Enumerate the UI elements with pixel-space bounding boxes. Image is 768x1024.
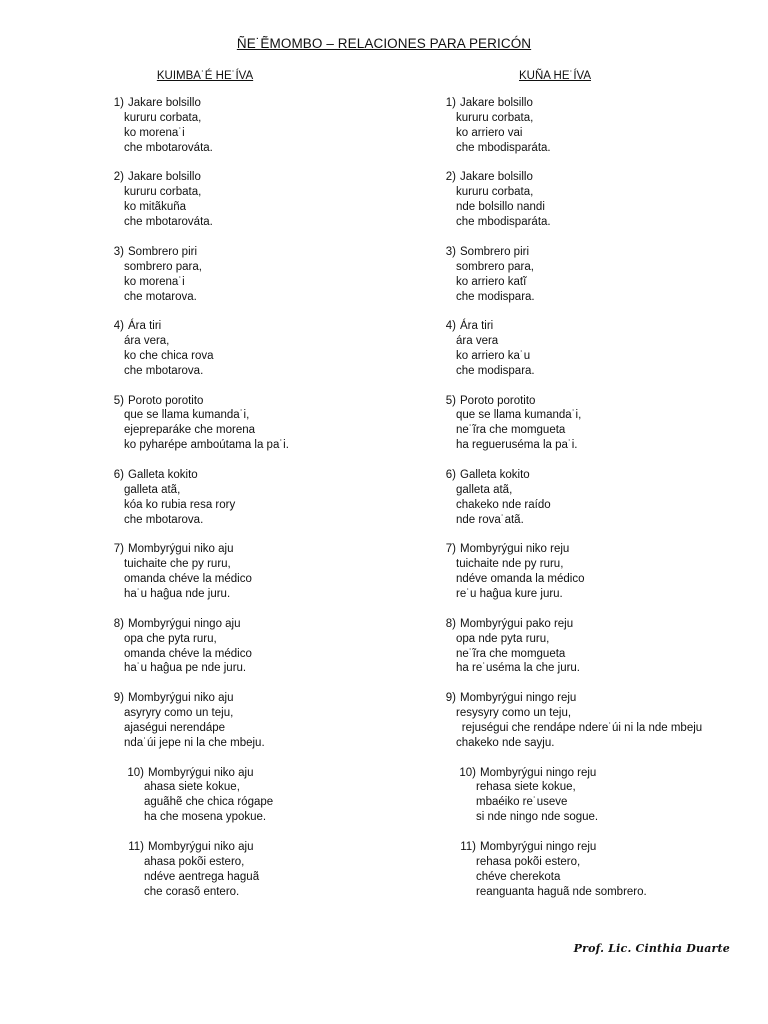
verse-line: omanda chéve la médico [124,647,252,660]
left-column-heading: KUIMBA˙É HE˙ÍVA [156,70,254,82]
stanza-number: 10) [127,766,144,779]
verse-line: Mombyrýgui ningo reju [480,840,597,853]
verse-line: galleta atã, [124,483,181,496]
stanza-number: 10) [459,766,476,779]
verse-line: nda˙úi jepe ni la che mbeju. [124,736,265,749]
verse-line: ha re˙uséma la che juru. [456,662,581,675]
right-stanza [436,766,756,840]
stanza-number: 8) [113,617,124,630]
verse-line: ha˙u haĝua pe nde juru. [124,662,247,675]
verse-line: asyryry como un teju, [124,707,234,720]
stanza-first-line [104,245,434,260]
left-stanza [104,170,434,244]
verse-line: ko morena˙i [124,275,185,288]
verse-line: opa nde pyta ruru, [456,632,550,645]
stanza-first-line [104,319,434,334]
verse-line: Jakare bolsillo [128,97,201,109]
verse-line: omanda chéve la médico [124,573,252,586]
verse-line: che mbotarováta. [124,216,213,229]
verse-line: tuichaite che py ruru, [124,558,231,571]
verse-line: ára vera [456,335,499,348]
stanza-number: 2) [113,171,124,184]
right-stanza [436,170,756,244]
verse-line: reanguanta haguã nde sombrero. [476,885,647,898]
verse-line: che mbotarova. [124,364,204,377]
page-title: ÑE˙ẼMOMBO – RELACIONES PARA PERICÓN [236,36,532,51]
stanza-first-line [104,691,434,706]
stanza-number: 2) [445,171,456,184]
stanza-first-line [436,394,756,409]
stanza-first-line [436,319,756,334]
verse-line: che corasõ entero. [144,885,240,898]
verse-line: re˙u haĝua kure juru. [456,588,563,601]
verse-line: rehasa pokõi estero, [476,855,581,868]
stanza-first-line [104,840,434,855]
verse-line: chakeko nde sayju. [456,736,555,749]
verse-line: Jakare bolsillo [460,97,533,109]
stanza-first-line [436,691,756,706]
stanza-number: 9) [113,692,124,705]
verse-line: Poroto porotito [128,394,204,407]
verse-line: ejepreparáke che morena [124,424,256,437]
stanza-first-line [436,170,756,185]
stanza-number: 5) [445,394,456,407]
verse-line: kururu corbata, [456,186,534,199]
verse-line: che motarova. [124,290,197,303]
stanza-number: 3) [445,245,456,258]
right-stanza [436,617,756,691]
left-stanza [104,766,434,840]
verse-line: ahasa pokõi estero, [144,855,245,868]
stanza-number: 9) [445,692,456,705]
stanza-number: 6) [113,468,124,481]
stanza-number: 7) [445,543,456,556]
verse-line: Mombyrýgui ningo reju [480,766,597,779]
stanza-first-line [104,766,434,781]
verse-line: Mombyrýgui niko aju [148,840,254,853]
right-stanza [436,691,756,765]
verse-line: Mombyrýgui niko aju [128,543,234,556]
verse-line: kururu corbata, [456,111,534,124]
stanza-number: 4) [113,320,124,333]
verse-line: Mombyrýgui ningo aju [128,617,241,630]
verse-line: ko arriero ka˙u [456,349,531,362]
stanza-number: 1) [113,97,124,109]
verse-line: ha regueruséma la pa˙i. [456,439,578,452]
verse-line: Galleta kokito [460,468,530,481]
left-stanza [104,691,434,765]
verse-line: aguãhẽ che chica rógape [144,796,274,809]
verse-line: Mombyrýgui pako reju [460,617,574,630]
verse-line: si nde ningo nde sogue. [476,811,599,824]
verse-line: que se llama kumanda˙i, [456,409,582,422]
stanza-first-line [104,542,434,557]
stanza-number: 4) [445,320,456,333]
stanza-first-line [436,245,756,260]
stanza-number: 6) [445,468,456,481]
left-stanza [104,96,434,170]
right-verses-column [436,96,756,914]
stanza-number: 7) [113,543,124,556]
stanza-first-line [436,542,756,557]
verse-line: kóa ko rubia resa rory [124,498,236,511]
verse-line: rehasa siete kokue, [476,781,576,794]
verse-line: opa che pyta ruru, [124,632,217,645]
stanza-number: 3) [113,245,124,258]
verse-line: kururu corbata, [124,186,202,199]
right-stanza [436,840,756,914]
right-stanza [436,96,756,170]
verse-line: mbaéiko re˙useve [476,796,568,809]
stanza-number: 11) [460,840,476,853]
verse-line: che mbodisparáta. [456,216,551,229]
verse-line: ndéve omanda la médico [456,573,585,586]
verse-line: che mbotarova. [124,513,204,526]
verse-line: che mbodisparáta. [456,141,551,154]
verse-line: Jakare bolsillo [128,171,201,184]
verse-line: que se llama kumanda˙i, [124,409,250,422]
right-stanza [436,394,756,468]
verse-line: Mombyrýgui ningo reju [460,692,577,705]
verse-line: ahasa siete kokue, [144,781,240,794]
verse-line: ko mitãkuña [124,201,187,214]
verse-line: ajaségui nerendápe [124,721,226,734]
verse-line: ndéve aentrega haguã [144,870,260,883]
verse-line: che modispara. [456,364,535,377]
stanza-number: 1) [445,97,456,109]
author-signature: Prof. Lic. Cinthia Duarte [573,942,730,955]
verse-line: galleta atã, [456,483,513,496]
verse-line: kururu corbata, [124,111,202,124]
verse-line: chakeko nde raído [456,498,551,511]
verse-line: che modispara. [456,290,535,303]
left-stanza [104,394,434,468]
verse-line: rejuségui che rendápe ndere˙úi ni la nde mbeju [461,721,703,734]
left-stanza [104,319,434,393]
verse-line: ne˙ĩra che momgueta [456,647,566,660]
right-stanza [436,245,756,319]
verse-line: Mombyrýgui niko aju [148,766,254,779]
stanza-first-line [436,96,756,111]
verse-line: Poroto porotito [460,394,536,407]
verse-line: sombrero para, [456,260,534,273]
stanza-number: 8) [445,617,456,630]
verse-line: ha˙u haĝua nde juru. [124,588,231,601]
verse-line: Mombyrýgui niko aju [128,692,234,705]
stanza-first-line [104,468,434,483]
left-verses-column [104,96,434,914]
verse-line: ne˙ĩra che momgueta [456,424,566,437]
verse-line: tuichaite nde py ruru, [456,558,564,571]
verse-line: ko arriero vai [456,126,523,139]
stanza-first-line [104,394,434,409]
left-stanza [104,840,434,914]
verse-line: nde rova˙atã. [456,513,524,526]
verse-line: ko pyharépe amboútama la pa˙i. [124,439,289,452]
right-stanza [436,542,756,616]
verse-line: ára vera, [124,335,170,348]
stanza-number: 11) [128,840,144,853]
verse-line: Mombyrýgui niko reju [460,543,570,556]
verse-line: resysyry como un teju, [456,707,572,720]
verse-line: Ára tiri [128,320,162,333]
verse-line: ko arriero katĩ [456,275,527,288]
verse-line: sombrero para, [124,260,202,273]
verse-line: ha che mosena ypokue. [144,811,267,824]
stanza-first-line [436,840,756,855]
left-stanza [104,245,434,319]
verse-line: Galleta kokito [128,468,198,481]
left-stanza [104,617,434,691]
verse-line: chéve cherekota [476,870,561,883]
verse-line: che mbotarováta. [124,141,213,154]
stanza-first-line [436,766,756,781]
verse-line: nde bolsillo nandi [456,201,545,214]
left-stanza [104,542,434,616]
verse-line: Sombrero piri [460,245,530,258]
stanza-number: 5) [113,394,124,407]
stanza-first-line [436,468,756,483]
stanza-first-line [104,617,434,632]
verse-line: ko morena˙i [124,126,185,139]
stanza-first-line [104,96,434,111]
stanza-first-line [104,170,434,185]
verse-line: Jakare bolsillo [460,171,533,184]
verse-line: Sombrero piri [128,245,198,258]
stanza-first-line [436,617,756,632]
right-stanza [436,319,756,393]
verse-line: Ára tiri [460,320,494,333]
right-stanza [436,468,756,542]
verse-line: ko che chica rova [124,349,214,362]
right-column-heading: KUÑA HE˙ÍVA [519,70,591,82]
left-stanza [104,468,434,542]
